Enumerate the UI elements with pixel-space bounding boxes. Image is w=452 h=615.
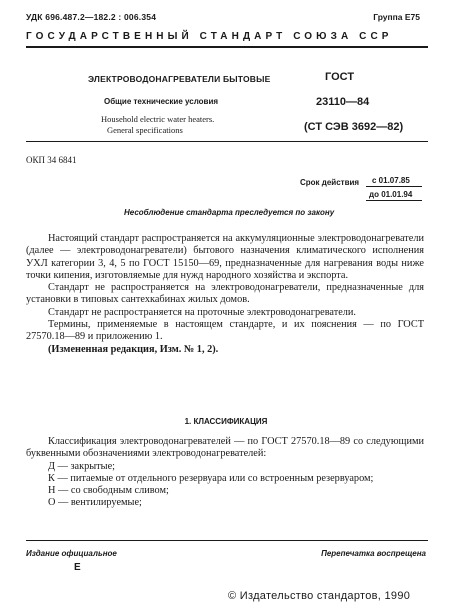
gost-label: ГОСТ [325,71,355,83]
intro-paragraph: Стандарт не распространяется на проточные электроводонагреватели. [48,306,357,318]
english-title-line1: Household electric water heaters. [101,114,215,124]
intro-paragraph: Стандарт не распространяется на электроводонагреватели, предназначенные для установки в типовых сантехкабинах жилых домов. [26,282,424,306]
validity-underline [366,186,422,187]
standard-banner: ГОСУДАРСТВЕННЫЙ СТАНДАРТ СОЮЗА ССР [26,31,393,42]
copyright: © Издательство стандартов, 1990 [228,590,411,602]
classification-item: К — питаемые от отдельного резервуара или со встроенным резервуаром; [48,472,374,484]
intro-text [26,233,424,356]
classification-text [26,436,424,510]
classification-item: Н — со свободным сливом; [48,485,169,497]
validity-to: до 01.01.94 [369,190,413,199]
document-title: ЭЛЕКТРОВОДОНАГРЕВАТЕЛИ БЫТОВЫЕ [88,74,271,84]
validity-from: с 01.07.85 [372,176,410,185]
violation-note: Несоблюдение стандарта преследуется по закону [124,208,335,217]
top-rule [26,46,428,48]
validity-label: Срок действия [300,178,360,187]
document-subtitle: Общие технические условия [104,97,219,106]
amendment-note: (Измененная редакция, Изм. № 1, 2). [48,343,219,355]
udk-code: УДК 696.487.2—182.2 : 006.354 [26,12,157,22]
gost-number: 23110—84 [316,96,370,108]
intro-paragraph: Настоящий стандарт распространяется на аккумуляционные электроводонагреватели (далее — электроводонагреватели) бытового назначения климатического исполнения УХЛ категории 3, 4, 5 по ГОСТ 15150—69, предназначенные для нагревания воды ниже точки кипения, изготовляемые для нужд народного хозяйства и экспорта. [26,233,424,281]
edition-letter: Е [74,562,81,573]
classification-item: О — вентилируемые; [48,497,142,509]
st-sev-number: (СТ СЭВ 3692—82) [304,121,404,133]
official-edition: Издание официальное [26,549,117,558]
group-code: Группа Е75 [373,12,420,22]
footer-rule [26,540,428,541]
title-rule [26,141,428,142]
okp-code: ОКП 34 6841 [26,155,77,165]
intro-paragraph: Термины, применяемые в настоящем стандарте, и их пояснения — по ГОСТ 27570.18—89 и приложению 1. [26,319,424,343]
reprint-prohibited: Перепечатка воспрещена [321,549,426,558]
classification-item: Д — закрытые; [48,460,116,472]
english-title-line2: General specifications [107,125,183,135]
validity-underline [366,200,422,201]
section-title: 1. КЛАССИФИКАЦИЯ [184,417,268,426]
classification-intro: Классификация электроводонагревателей — по ГОСТ 27570.18—89 со следующими буквенными обозначениями электроводонагревателей: [26,436,424,460]
